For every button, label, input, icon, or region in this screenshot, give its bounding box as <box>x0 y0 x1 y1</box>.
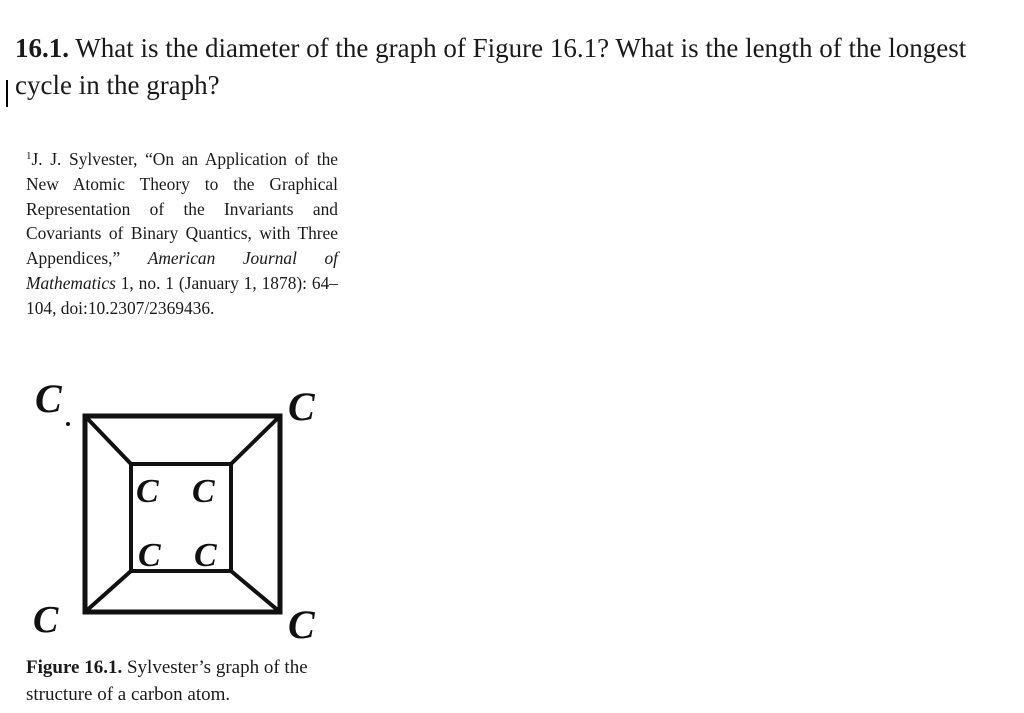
node-label-outer-bottom-left: C <box>33 599 59 641</box>
edge-top-right-diagonal <box>231 416 280 464</box>
node-label-inner-bottom-left: C <box>138 537 161 574</box>
edge-bottom-right-diagonal <box>231 571 280 612</box>
graph-diagram <box>20 368 340 648</box>
figure-caption-label: Figure 16.1. <box>26 657 123 678</box>
footnote <box>26 147 338 321</box>
figure-caption <box>26 654 346 708</box>
figure-caption-text: Sylvester’s graph of the structure of a carbon atom. <box>26 657 308 705</box>
exercise-question <box>15 30 975 104</box>
footnote-text-after: 1, no. 1 (January 1, 1878): 64–104, doi:10.2307/2369436. <box>26 272 338 318</box>
node-label-outer-top-left: C <box>35 376 62 421</box>
footnote-marker: 1 <box>26 150 32 162</box>
node-label-inner-top-right: C <box>192 473 215 510</box>
edge-top-left-diagonal <box>85 416 131 464</box>
edge-bottom-left-diagonal <box>85 571 131 612</box>
sylvester-carbon-graph-figure <box>20 368 340 648</box>
node-label-outer-bottom-right: C <box>288 602 315 647</box>
footnote-journal: American Journal of Mathematics <box>26 248 338 293</box>
exercise-text: What is the diameter of the graph of Figure 16.1? What is the length of the longest cycle in the graph? <box>15 33 967 100</box>
node-label-inner-bottom-right: C <box>194 537 217 574</box>
exercise-number: 16.1. <box>15 33 69 63</box>
node-label-outer-top-right: C <box>288 384 315 429</box>
footnote-text-before: J. J. Sylvester, “On an Application of the New Atomic Theory to the Graphical Representation of the Invariants and Covariants of Binary Quantics, with Three Appendices,” <box>26 149 338 269</box>
ink-dot <box>66 422 70 426</box>
node-label-inner-top-left: C <box>136 473 159 510</box>
text-cursor <box>6 80 8 107</box>
